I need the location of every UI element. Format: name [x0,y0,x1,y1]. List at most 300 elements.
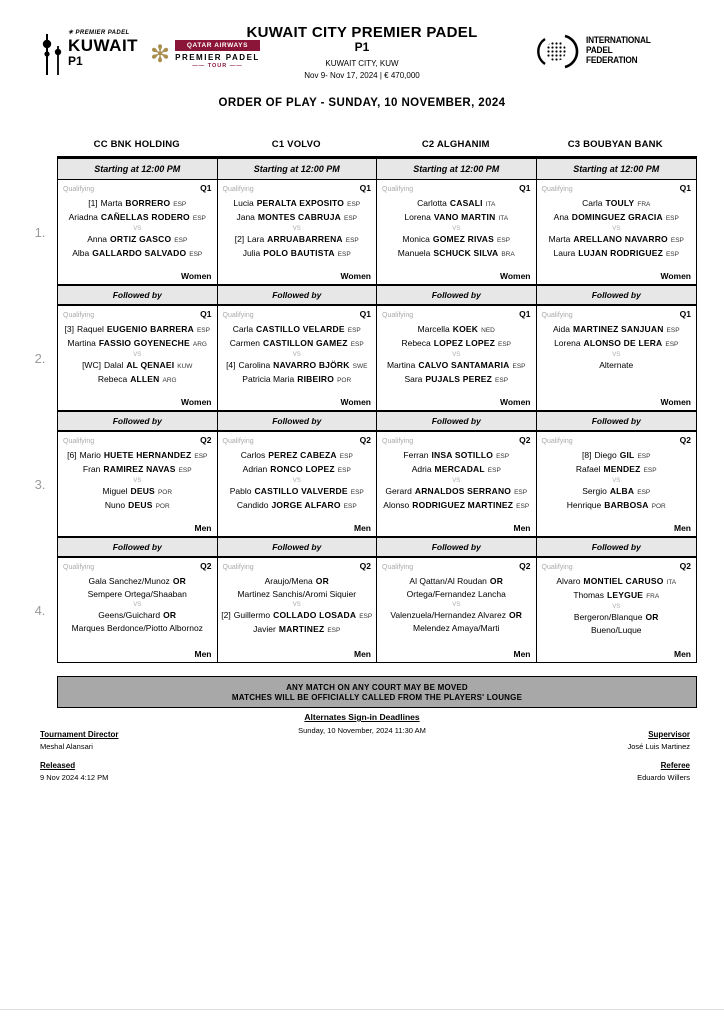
match-cell-header [537,180,697,193]
vs-label: VS [292,478,301,484]
player-first-name: Monica [402,234,430,244]
player-country-code: ITA [498,215,509,222]
vs-label: VS [133,602,142,608]
player-first-name: Marques Berdonce/Piotto Albornoz [71,623,203,633]
match-cell-header [58,306,217,319]
player-first-name: Sara [404,374,423,384]
player-line [537,337,697,351]
referee-name: Eduardo Willers [637,773,690,782]
court-column [537,159,697,662]
kuwait-logo-tier: P1 [68,54,83,68]
player-last-name: CALVO SANTAMARIA [418,360,510,370]
vs-label: VS [612,352,621,358]
gutter-spacer [28,159,52,180]
player-line [218,323,377,337]
player-last-name: INSA SOTILLO [431,450,494,460]
player-seed: [3] [64,324,74,334]
match-cell [218,180,377,284]
player-first-name: Raquel [76,324,104,334]
player-country-code: ESP [665,215,679,222]
player-country-code: FRA [637,201,651,208]
match-row-number: 3. [34,476,46,492]
match-cell [377,432,536,536]
alternates-title: Alternates Sign-in Deadlines [304,712,420,722]
player-line [537,589,697,603]
player-last-name: RAMIREZ NAVAS [103,464,176,474]
match-cell-header [377,306,536,319]
qatar-airways-label: QATAR AIRWAYS [175,40,260,51]
footer-left [40,730,119,792]
player-first-name: Marta [548,234,571,244]
referee-label: Referee [660,761,690,770]
player-first-name: Candido [236,500,269,510]
followed-by-band: Followed by [218,536,377,558]
gutter-spacer [28,536,52,558]
player-first-name: Sempere Ortega/Shaaban [87,589,187,599]
player-first-name: Javier [253,624,276,634]
tournament-director-name: Meshal Alansari [40,742,93,751]
match-cell [58,306,217,410]
match-cell [218,432,377,536]
player-first-name: Pablo [229,486,252,496]
player-country-code: ESP [194,453,208,460]
player-country-code: ESP [665,251,679,258]
player-seed: [8] [582,450,592,460]
match-cell-header [218,558,377,571]
player-country-code: ESP [496,453,510,460]
player-last-name: MONTES CABRUJA [257,212,341,222]
player-first-name: Martinez Sanchis/Aromi Siquier [237,589,357,599]
vs-label: VS [292,602,301,608]
gender-label: Women [180,397,212,407]
player-line [537,611,697,624]
round-code: Q2 [200,561,212,571]
round-code: Q2 [200,435,212,445]
players-block [218,197,377,261]
player-line [218,485,377,499]
court-column [58,159,218,662]
player-first-name: Mario [79,450,101,460]
qualifying-label: Qualifying [382,312,414,319]
player-last-name: RIBEIRO [297,374,335,384]
ipf-line1: INTERNATIONAL [586,35,651,46]
player-line [377,499,536,513]
players-block [377,449,536,513]
players-block [377,575,536,635]
player-country-code: ESP [347,327,361,334]
player-first-name: Ferran [403,450,429,460]
player-last-name: ARRUABARRENA [267,234,343,244]
vs-label: VS [292,226,301,232]
player-first-name: Sergio [582,486,607,496]
event-location: KUWAIT CITY, KUW [325,59,399,69]
vs-label: VS [452,478,461,484]
player-last-name: CASALI [449,198,483,208]
match-cell [537,432,697,536]
player-line [537,233,697,247]
match-cell [58,180,217,284]
player-line [377,575,536,588]
player-country-code: NED [481,327,495,334]
match-cell [377,306,536,410]
vs-label: VS [292,352,301,358]
gender-label: Men [513,649,531,659]
player-last-name: LUJAN RODRIGUEZ [578,248,663,258]
players-block [58,575,217,635]
player-last-name: MERCADAL [434,464,485,474]
player-first-name: Melendez Amaya/Marti [413,623,500,633]
player-last-name: FASSIO GOYENECHE [98,338,190,348]
vs-label: VS [133,478,142,484]
released-datetime: 9 Nov 2024 4:12 PM [40,773,109,782]
ipf-line2: PADEL [586,45,613,56]
player-last-name: MENDEZ [603,464,641,474]
player-country-code: ESP [643,467,657,474]
round-code: Q1 [519,183,531,193]
starting-time-band: Starting at 12:00 PM [58,159,217,180]
qualifying-label: Qualifying [63,312,95,319]
released-label: Released [40,761,76,770]
match-cell-header [537,558,697,571]
player-last-name: GALLARDO SALVADO [92,248,187,258]
player-country-code: SWE [352,363,368,370]
player-country-code: ESP [495,377,509,384]
player-last-name: OR [315,576,329,586]
player-country-code: ESP [192,215,206,222]
player-line [537,463,697,477]
followed-by-band: Followed by [218,284,377,306]
player-line [218,373,377,387]
round-code: Q2 [359,435,371,445]
notice-line-2: MATCHES WILL BE OFFICIALLY CALLED FROM THE PLAYERS' LOUNGE [231,692,523,702]
player-first-name: Carla [232,324,254,334]
court-names-row [57,139,695,150]
followed-by-band: Followed by [537,284,697,306]
match-cell-header [58,558,217,571]
gender-label: Women [340,271,371,281]
player-last-name: NAVARRO BJÖRK [273,360,350,370]
player-line [58,373,217,387]
player-country-code: ESP [343,503,357,510]
player-line [218,499,377,513]
gender-label: Men [354,649,371,659]
player-first-name: Miguel [102,486,128,496]
player-line [58,575,217,588]
player-first-name: Carmen [229,338,260,348]
player-country-code: ESP [196,327,210,334]
premier-padel-mini-label: ✳ PREMIER PADEL [68,30,130,36]
vs-label: VS [133,352,142,358]
player-line [58,197,217,211]
player-country-code: ESP [512,363,526,370]
player-last-name: ORTIZ GASCO [110,234,172,244]
player-country-code: ESP [516,503,530,510]
player-first-name: Julia [242,248,261,258]
qualifying-label: Qualifying [63,564,95,571]
player-country-code: ESP [670,237,684,244]
player-line [377,622,536,635]
qualifying-label: Qualifying [541,186,573,193]
player-line [58,359,217,373]
gender-label: Women [340,397,371,407]
player-first-name: Marta [100,198,123,208]
gender-label: Men [354,523,371,533]
match-cell-header [58,180,217,193]
player-last-name: DOMINGUEZ GRACIA [571,212,663,222]
player-country-code: ESP [487,467,501,474]
tour-flower-icon: ✻ [150,40,171,68]
player-first-name: Lucia [233,198,254,208]
match-cell [537,306,697,410]
players-block [58,449,217,513]
vs-label: VS [612,226,621,232]
player-line [537,449,697,463]
followed-by-band: Followed by [377,410,536,432]
player-last-name: GOMEZ RIVAS [432,234,494,244]
players-block [537,323,697,372]
player-country-code: ESP [345,237,359,244]
qualifying-label: Qualifying [541,312,573,319]
match-cell-header [537,306,697,319]
player-country-code: ESP [173,201,187,208]
player-country-code: KUW [177,363,193,370]
player-line [218,337,377,351]
player-last-name: JORGE ALFARO [271,500,341,510]
player-last-name: MARTINEZ [278,624,325,634]
player-last-name: CASTILLO VELARDE [256,324,345,334]
round-code: Q1 [359,309,371,319]
gender-label: Men [194,649,212,659]
player-first-name: Ariadna [68,212,98,222]
round-code: Q1 [359,183,371,193]
followed-by-band: Followed by [218,410,377,432]
match-cell-header [377,432,536,445]
player-first-name: Thomas [573,590,605,600]
court-name-header: C3 BOUBYAN BANK [567,139,663,150]
player-last-name: AL QENAEI [126,360,175,370]
players-block [58,323,217,387]
player-first-name: Bergeron/Blanque [573,612,643,622]
qualifying-label: Qualifying [541,564,573,571]
player-last-name: OR [172,576,186,586]
player-first-name: Ana [553,212,569,222]
qualifying-label: Qualifying [382,438,414,445]
player-line [218,197,377,211]
player-country-code: ESP [339,453,353,460]
player-line [377,463,536,477]
player-last-name: RODRIGUEZ MARTINEZ [412,500,514,510]
gender-label: Women [499,397,531,407]
gender-label: Women [660,397,691,407]
players-block [218,449,377,513]
player-first-name: Manuela [397,248,431,258]
player-last-name: OR [645,612,659,622]
tour-label: —— TOUR —— [192,63,243,69]
player-first-name: Rebeca [97,374,128,384]
player-line [218,623,377,637]
qualifying-label: Qualifying [63,186,95,193]
player-country-code: ESP [498,341,512,348]
player-first-name: Dalal [103,360,124,370]
player-first-name: Alternate [599,360,634,370]
player-country-code: ESP [665,341,679,348]
player-last-name: OR [163,610,177,620]
player-first-name: Araujo/Mena [264,576,313,586]
vs-label: VS [612,604,621,610]
player-country-code: ESP [359,613,373,620]
player-first-name: Carlos [240,450,266,460]
court-column [377,159,537,662]
player-line [58,622,217,635]
player-last-name: OR [508,610,523,620]
player-last-name: MONTIEL CARUSO [583,576,664,586]
player-first-name: Lorena [554,338,581,348]
player-line [58,463,217,477]
player-first-name: Lara [247,234,265,244]
player-line [58,609,217,622]
player-country-code: ESP [174,237,188,244]
match-cell-header [58,432,217,445]
player-last-name: KOEK [452,324,479,334]
player-first-name: Henrique [566,500,602,510]
player-country-code: BRA [501,251,515,258]
player-first-name: Marcella [417,324,450,334]
player-last-name: ARELLANO NAVARRO [573,234,668,244]
player-line [218,233,377,247]
player-country-code: ESP [514,489,528,496]
round-code: Q1 [519,309,531,319]
player-first-name: Ortega/Fernandez Lancha [406,589,506,599]
player-country-code: ARG [192,341,207,348]
followed-by-band: Followed by [58,284,217,306]
ipf-ball-icon [535,30,581,72]
schedule-table [57,156,697,663]
player-country-code: ITA [485,201,496,208]
player-line [537,624,697,637]
match-row-number: 4. [34,602,46,618]
player-line [218,247,377,261]
player-line [377,485,536,499]
players-block [218,323,377,387]
qualifying-label: Qualifying [222,438,254,445]
match-cell-header [377,558,536,571]
event-tier: P1 [354,40,370,55]
qualifying-label: Qualifying [63,438,95,445]
player-first-name: Carlotta [417,198,447,208]
qualifying-label: Qualifying [382,564,414,571]
player-first-name: Martina [67,338,96,348]
player-line [218,609,377,623]
player-first-name: Nuno [104,500,126,510]
page-edge-line [0,1009,724,1010]
round-code: Q1 [200,309,212,319]
player-last-name: HUETE HERNANDEZ [103,450,192,460]
player-country-code: ESP [666,327,680,334]
match-cell [58,432,217,536]
player-line [377,233,536,247]
player-first-name: Alvaro [556,576,581,586]
court-name-header: CC BNK HOLDING [93,139,180,150]
player-line [537,359,697,372]
player-line [377,609,536,622]
order-of-play-title: ORDER OF PLAY - SUNDAY, 10 NOVEMBER, 2024 [218,97,506,109]
followed-by-band: Followed by [58,410,217,432]
player-first-name: Aida [552,324,570,334]
player-last-name: EUGENIO BARRERA [106,324,194,334]
match-row-number: 2. [34,350,46,366]
players-block [537,449,697,513]
match-cell-header [377,180,536,193]
row-numbers-gutter [28,159,52,662]
player-line [58,485,217,499]
player-line [218,449,377,463]
players-block [377,197,536,261]
player-seed: [2] [221,610,231,620]
gender-label: Men [513,523,531,533]
player-first-name: Anna [87,234,108,244]
players-block [58,197,217,261]
player-country-code: ESP [637,453,651,460]
match-cell-header [537,432,697,445]
court-name-header: C2 ALGHANIM [421,139,490,150]
premier-padel-label: PREMIER PADEL [175,53,260,62]
vs-label: VS [612,478,621,484]
match-cell [537,180,697,284]
round-code: Q2 [679,561,691,571]
player-last-name: POLO BAUTISTA [263,248,335,258]
player-country-code: POR [651,503,666,510]
vs-label: VS [133,226,142,232]
player-first-name: Carla [582,198,603,208]
alternates-deadline: Sunday, 10 November, 2024 11:30 AM [298,726,426,735]
player-country-code: ESP [350,341,364,348]
match-cell [218,558,377,662]
player-first-name: Adria [411,464,432,474]
player-country-code: POR [155,503,170,510]
match-cell [537,558,697,662]
player-country-code: POR [157,489,173,496]
player-first-name: Jana [236,212,255,222]
premier-padel-star-icon: ✳ [68,30,74,36]
player-last-name: BARBOSA [604,500,649,510]
kuwait-logo-name: KUWAIT [68,36,139,55]
gutter-spacer [28,284,52,306]
player-country-code: ESP [189,251,203,258]
starting-time-band: Starting at 12:00 PM [377,159,536,180]
notice-box [57,676,697,708]
player-country-code: ESP [344,215,358,222]
match-cell-header [218,306,377,319]
match-cell [377,180,536,284]
starting-time-band: Starting at 12:00 PM [537,159,697,180]
round-code: Q1 [679,183,691,193]
player-first-name: Geens/Guichard [98,610,161,620]
player-line [58,211,217,225]
event-dates-prize: Nov 9- Nov 17, 2024 | € 470,000 [304,71,420,81]
player-line [377,449,536,463]
gender-label: Men [674,523,691,533]
player-line [218,575,377,588]
court-name-header: C1 VOLVO [271,139,321,150]
match-cell [58,558,217,662]
player-last-name: SCHUCK SILVA [433,248,499,258]
player-last-name: RONCO LOPEZ [270,464,335,474]
match-cell [377,558,536,662]
player-first-name: Martina [386,360,416,370]
player-line [537,575,697,589]
player-first-name: Alonso [383,500,410,510]
event-title: KUWAIT CITY PREMIER PADEL [246,24,478,41]
